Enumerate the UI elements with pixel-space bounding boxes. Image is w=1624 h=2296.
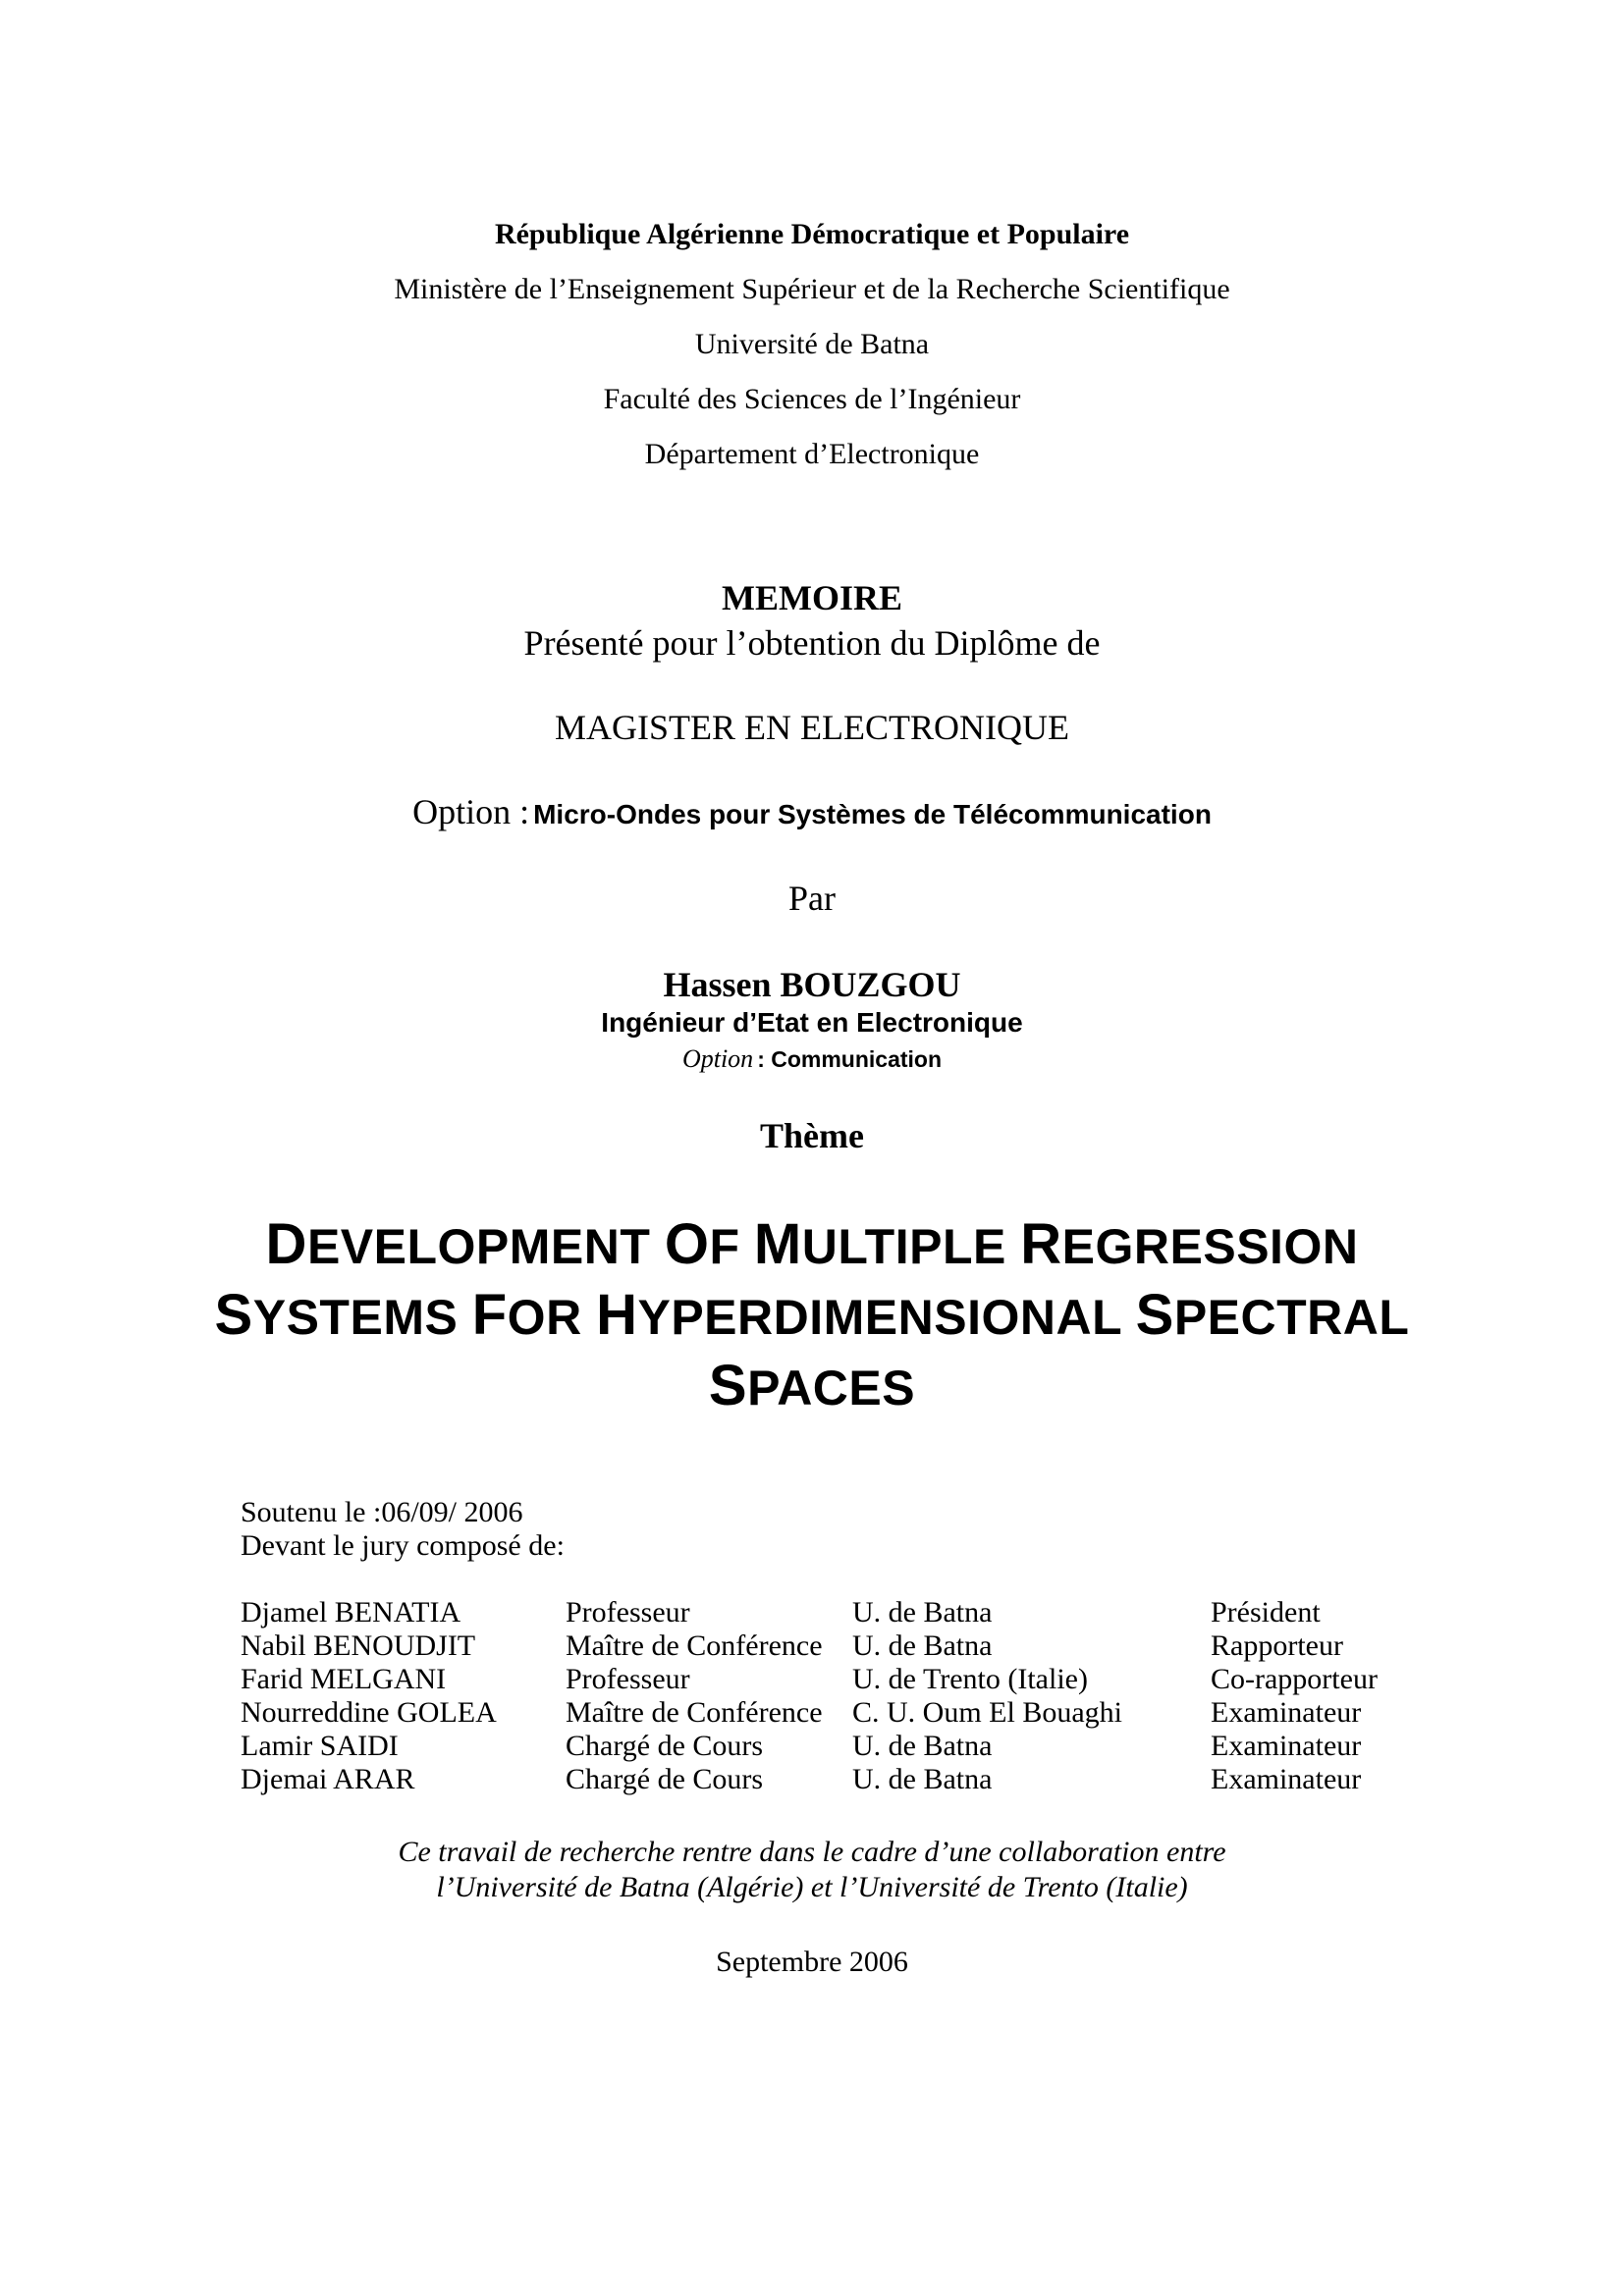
jury-row (0, 1696, 1624, 1730)
theme-label: Thème (760, 1116, 864, 1155)
thesis-title-line-1: DEVELOPMENT OF MULTIPLE REGRESSION (265, 1212, 1359, 1276)
jury-member-name: Djemai ARAR (241, 1763, 415, 1795)
jury-member-role: Examinateur (1211, 1730, 1362, 1762)
author-option-label: Option (681, 1044, 754, 1073)
jury-member-rank: Maître de Conférence (566, 1629, 823, 1662)
republic-name: République Algérienne Démocratique et Populaire (494, 218, 1130, 250)
jury-member-role: Examinateur (1211, 1696, 1362, 1729)
jury-member-role: Rapporteur (1211, 1629, 1343, 1662)
jury-member-institution: U. de Batna (852, 1730, 993, 1762)
jury-row (0, 1629, 1624, 1663)
jury-row (0, 1596, 1624, 1629)
jury-member-role: Co-rapporteur (1211, 1663, 1378, 1695)
jury-member-name: Lamir SAIDI (241, 1730, 399, 1762)
jury-member-institution: U. de Trento (Italie) (852, 1663, 1088, 1695)
jury-member-name: Nabil BENOUDJIT (241, 1629, 476, 1662)
footer-date: Septembre 2006 (716, 1946, 908, 1978)
jury-member-role: Examinateur (1211, 1763, 1362, 1795)
jury-member-name: Djamel BENATIA (241, 1596, 461, 1629)
jury-row (0, 1763, 1624, 1796)
collaboration-line-1: Ce travail de recherche rentre dans le cadre d’une collaboration entre (398, 1836, 1226, 1868)
jury-member-rank: Chargé de Cours (566, 1763, 764, 1795)
jury-member-rank: Chargé de Cours (566, 1730, 764, 1762)
jury-intro: Devant le jury composé de: (241, 1529, 565, 1562)
author-option-line (0, 1044, 1624, 1074)
jury-member-role: Président (1211, 1596, 1321, 1629)
department-name: Département d’Electronique (644, 438, 980, 470)
jury-member-institution: U. de Batna (852, 1763, 993, 1795)
thesis-title-line-2: SYSTEMS FOR HYPERDIMENSIONAL SPECTRAL (214, 1283, 1410, 1347)
jury-table (0, 1596, 1624, 1812)
option-label: Option : (412, 792, 530, 831)
option-line (0, 791, 1624, 832)
ministry-name: Ministère de l’Enseignement Supérieur et de la Recherche Scientifique (394, 273, 1230, 305)
author-degree: Ingénieur d’Etat en Electronique (601, 1007, 1023, 1038)
by-label: Par (788, 879, 836, 918)
thesis-title-line-3: SPACES (708, 1354, 916, 1417)
jury-member-rank: Maître de Conférence (566, 1696, 823, 1729)
university-name: Université de Batna (694, 328, 930, 360)
jury-row (0, 1730, 1624, 1763)
jury-member-name: Nourreddine GOLEA (241, 1696, 497, 1729)
author-option-value: : Communication (757, 1046, 943, 1072)
presented-for: Présenté pour l’obtention du Diplôme de (523, 623, 1101, 663)
collaboration-line-2: l’Université de Batna (Algérie) et l’Université de Trento (Italie) (436, 1871, 1188, 1903)
defense-date: Soutenu le :06/09/ 2006 (241, 1496, 523, 1528)
jury-member-institution: U. de Batna (852, 1596, 993, 1629)
jury-member-name: Farid MELGANI (241, 1663, 447, 1695)
jury-member-rank: Professeur (566, 1596, 690, 1629)
jury-member-institution: C. U. Oum El Bouaghi (852, 1696, 1122, 1729)
jury-row (0, 1663, 1624, 1696)
memoire-label: MEMOIRE (722, 578, 902, 617)
jury-member-institution: U. de Batna (852, 1629, 993, 1662)
faculty-name: Faculté des Sciences de l’Ingénieur (603, 383, 1021, 415)
author-name: Hassen BOUZGOU (663, 965, 961, 1004)
diploma-name: MAGISTER EN ELECTRONIQUE (555, 708, 1069, 747)
option-value: Micro-Ondes pour Systèmes de Télécommunication (533, 799, 1212, 829)
jury-member-rank: Professeur (566, 1663, 690, 1695)
